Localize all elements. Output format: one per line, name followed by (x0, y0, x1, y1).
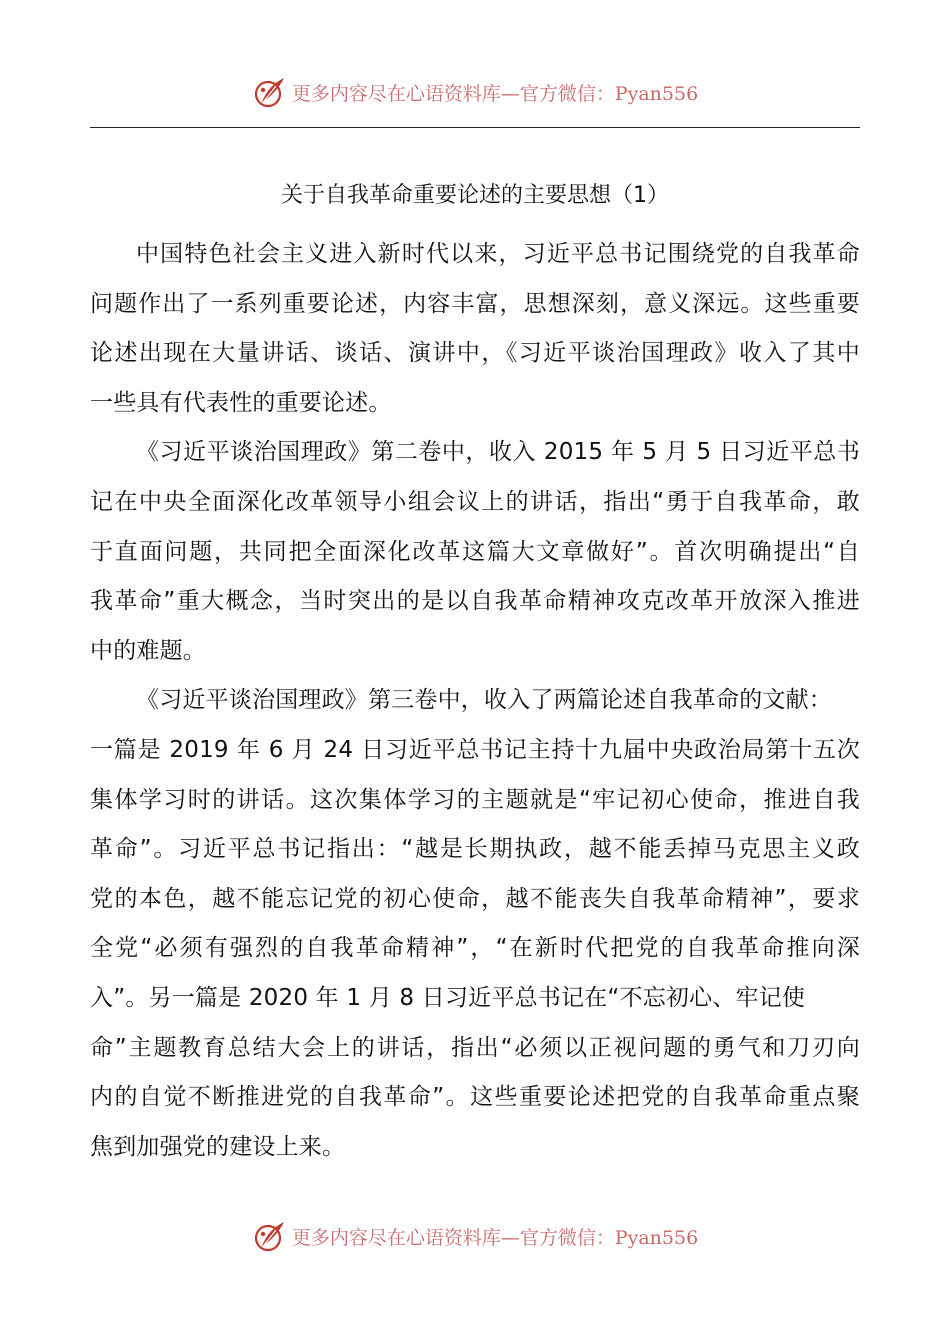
text-line: 党的本色，越不能忘记党的初心使命，越不能丧失自我革命精神”，要求 (90, 885, 860, 912)
paragraph-1 (90, 230, 860, 428)
document-title: 关于自我革命重要论述的主要思想（1） (281, 183, 669, 208)
text-line: 于直面问题，共同把全面深化改革这篇大文章做好”。首次明确提出“自 (90, 538, 860, 565)
feather-pen-logo-icon (252, 74, 288, 110)
text-line: 内的自觉不断推进党的自我革命”。这些重要论述把党的自我革命重点聚 (90, 1084, 860, 1111)
text-line: 中的难题。 (90, 637, 206, 664)
text-line: 中国特色社会主义进入新时代以来，习近平总书记围绕党的自我革命 (136, 241, 860, 267)
header-watermark (0, 72, 950, 112)
text-line: 入”。另一篇是 2020 年 1 月 8 日习近平总书记在“不忘初心、牢记使 (90, 984, 806, 1011)
feather-pen-logo-icon (252, 1218, 288, 1254)
paragraph-3 (90, 676, 860, 1172)
document-body (90, 230, 860, 1172)
text-line: 记在中央全面深化改革领导小组会议上的讲话，指出“勇于自我革命，敢 (90, 488, 860, 515)
watermark-text: 更多内容尽在心语资料库—官方微信：Pyan556 (291, 1226, 699, 1249)
text-line: 革命”。习近平总书记指出：“越是长期执政，越不能丢掉马克思主义政 (90, 836, 860, 863)
text-line: 命”主题教育总结大会上的讲话，指出“必须以正视问题的勇气和刀刃向 (90, 1034, 860, 1061)
text-line: 集体学习时的讲话。这次集体学习的主题就是“牢记初心使命，推进自我 (90, 786, 860, 813)
paragraph-2 (90, 428, 860, 676)
footer-watermark (0, 1216, 950, 1256)
text-line: 焦到加强党的建设上来。 (90, 1133, 346, 1160)
watermark-text: 更多内容尽在心语资料库—官方微信：Pyan556 (291, 82, 699, 105)
text-line: 《习近平谈治国理政》第三卷中，收入了两篇论述自我革命的文献： (136, 687, 832, 714)
header-divider (90, 127, 860, 128)
text-line: 一些具有代表性的重要论述。 (90, 389, 392, 416)
text-line: 论述出现在大量讲话、谈话、演讲中，《习近平谈治国理政》收入了其中 (90, 340, 860, 367)
text-line: 全党“必须有强烈的自我革命精神”，“在新时代把党的自我革命推向深 (90, 935, 860, 962)
text-line: 问题作出了一系列重要论述，内容丰富，思想深刻，意义深远。这些重要 (90, 290, 860, 317)
text-line: 一篇是 2019 年 6 月 24 日习近平总书记主持十九届中央政治局第十五次 (90, 736, 860, 763)
text-line: 《习近平谈治国理政》第二卷中，收入 2015 年 5 月 5 日习近平总书 (136, 439, 860, 466)
text-line: 我革命”重大概念，当时突出的是以自我革命精神攻克改革开放深入推进 (90, 588, 860, 615)
